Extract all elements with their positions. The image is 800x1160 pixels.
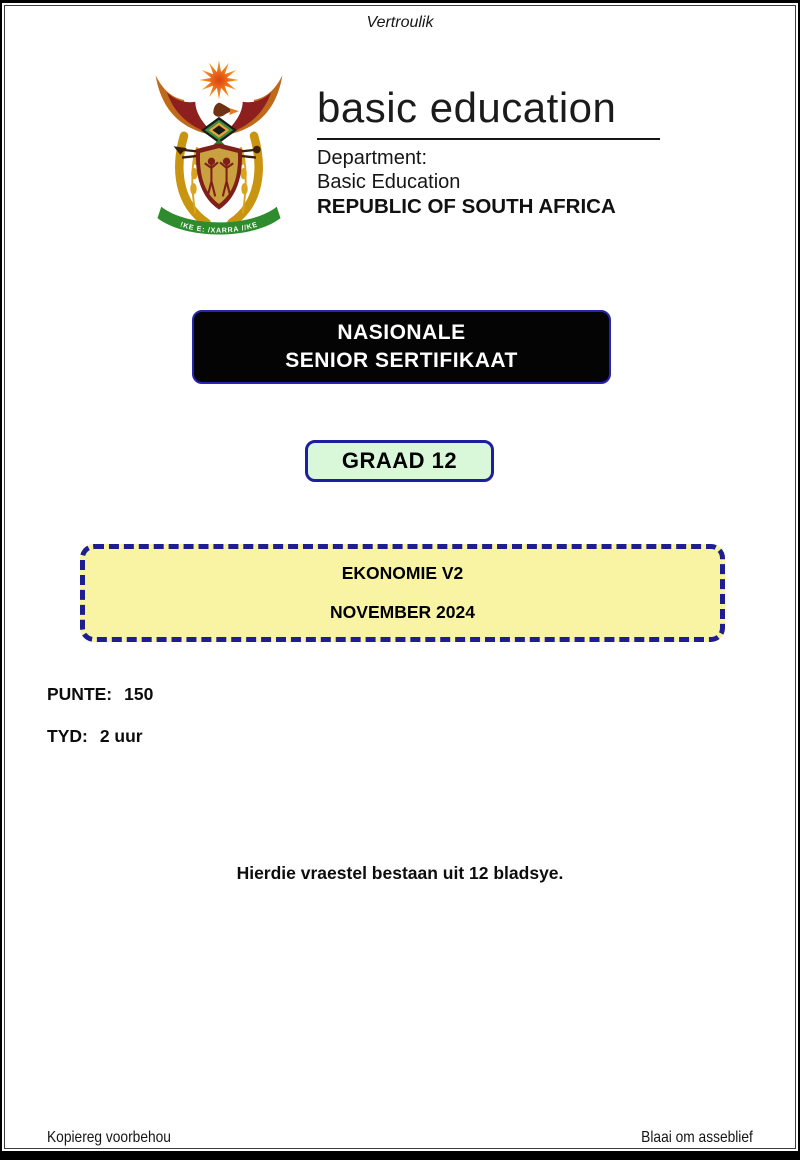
brand-underline [317,138,660,140]
coat-of-arms-logo [148,59,290,241]
certificate-line2: SENIOR SERTIFIKAAT [285,349,518,372]
turn-over-label: Blaai om asseblief [641,1129,753,1146]
motto-text: !KE E: /XARRA //KE [179,220,259,235]
page-count-note: Hierdie vraestel bestaan uit 12 bladsye. [236,863,564,883]
motto-banner [157,207,280,235]
confidential-label: Vertroulik [366,14,434,31]
bird-head-icon [213,103,239,117]
time-row [47,726,143,747]
department-line1: Department: [317,147,428,170]
marks-row [47,684,153,705]
exam-subject: EKONOMIE V2 [341,563,464,583]
copyright-label: Kopiereg voorbehou [47,1129,171,1146]
grade-badge [305,440,494,482]
marks-value: 150 [124,684,154,704]
time-value: 2 uur [99,726,143,746]
sun-icon [199,60,239,100]
certificate-title-box [192,310,611,384]
department-wordmark [317,85,677,219]
time-label: TYD: [47,726,88,746]
coat-of-arms-icon [148,59,290,241]
certificate-line1: NASIONALE [337,321,466,344]
exam-session: NOVEMBER 2024 [330,602,475,622]
shield-icon [196,143,242,209]
exam-subject-box [80,544,725,642]
brand-title: basic education [317,84,617,131]
marks-label: PUNTE: [47,684,113,704]
diamond-pattern-icon [201,117,237,144]
country-label: REPUBLIC OF SOUTH AFRICA [317,195,616,219]
grade-label: GRAAD 12 [341,448,458,473]
department-line2: Basic Education [317,171,461,194]
